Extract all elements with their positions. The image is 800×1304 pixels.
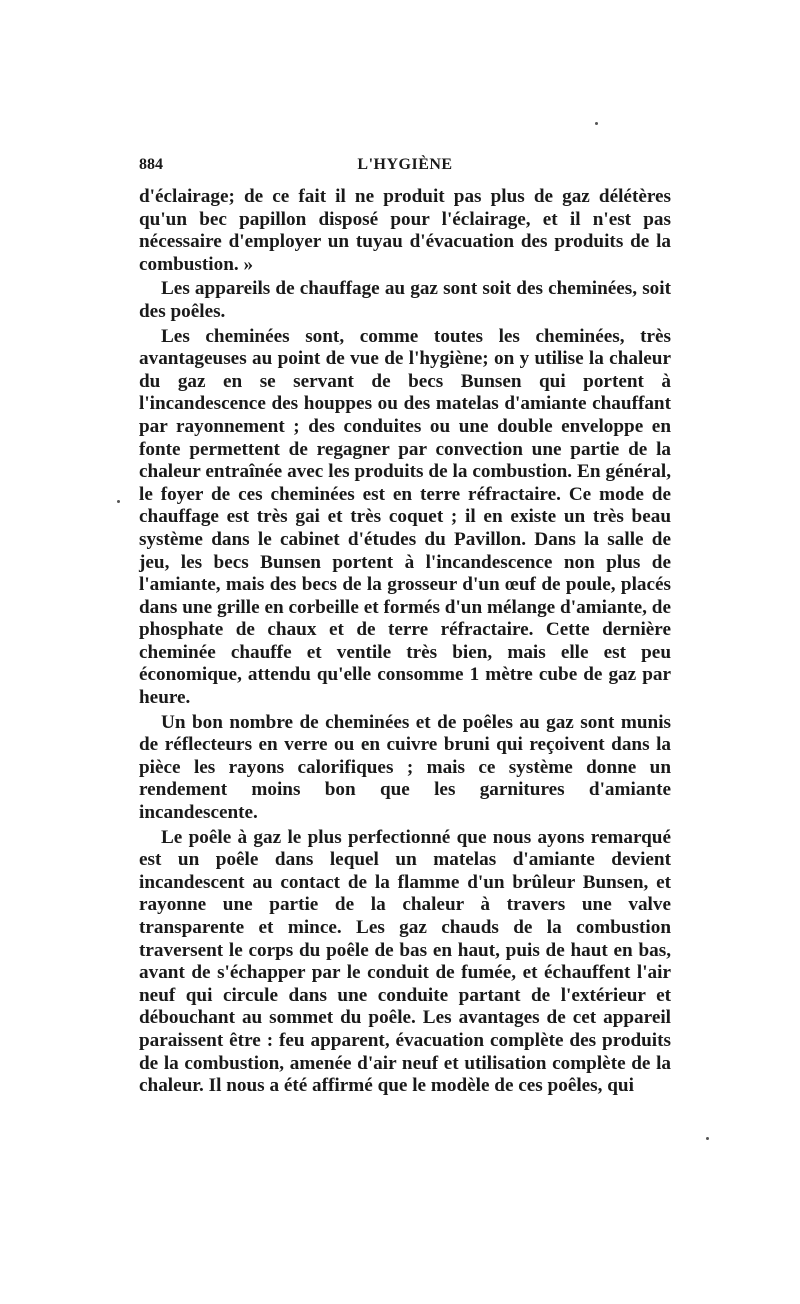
scan-speck (706, 1137, 709, 1140)
paragraph: Les cheminées sont, comme toutes les cheminées, très avantageuses au point de vue de l'hygiène; on y utilise la chaleur du gaz en se servant de becs Bunsen qui portent à l'incandescence des houppes ou des matelas d'amiante chauffant par rayonnement ; des conduites ou une double enveloppe en fonte permettent de regagner par convection une partie de la chaleur entraînée avec les produits de la combustion. En général, le foyer de ces cheminées est en terre réfractaire. Ce mode de chauffage est très gai et très coquet ; il en existe un très beau système dans le cabinet d'études du Pavillon. Dans la salle de jeu, les becs Bunsen portent à l'incandescence non plus de l'amiante, mais des becs de la grosseur d'un œuf de poule, placés dans une grille en corbeille et formés d'un mélange d'amiante, de phosphate de chaux et de terre réfractaire. Cette dernière cheminée chauffe et ventile très bien, mais elle est peu économique, attendu qu'elle consomme 1 mètre cube de gaz par heure. (139, 325, 671, 709)
paragraph: Un bon nombre de cheminées et de poêles au gaz sont munis de réflecteurs en verre ou en cuivre bruni qui reçoivent dans la pièce les rayons calorifiques ; mais ce système donne un rendement moins bon que les garnitures d'amiante incandescente. (139, 711, 671, 824)
body-text (139, 186, 671, 1100)
scan-speck (117, 500, 120, 503)
page-header (139, 156, 671, 180)
paragraph: Le poêle à gaz le plus perfectionné que nous ayons remarqué est un poêle dans lequel un matelas d'amiante devient incandescent au contact de la flamme d'un brûleur Bunsen, et rayonne une partie de la chaleur à travers une valve transparente et mince. Les gaz chauds de la combustion traversent le corps du poêle de bas en haut, puis de haut en bas, avant de s'échapper par le conduit de fumée, et échauffent l'air neuf qui circule dans une conduite partant de l'extérieur et débouchant au sommet du poêle. Les avantages de cet appareil paraissent être : feu apparent, évacuation complète des produits de la combustion, amenée d'air neuf et utilisation complète de la chaleur. Il nous a été affirmé que le modèle de ces poêles, qui (139, 826, 671, 1097)
paragraph: d'éclairage; de ce fait il ne produit pas plus de gaz délétères qu'un bec papillon disposé pour l'éclairage, et il n'est pas nécessaire d'employer un tuyau d'évacuation des produits de la combustion. » (139, 186, 671, 275)
page-number: 884 (139, 156, 163, 173)
scan-speck (595, 122, 598, 125)
paragraph: Les appareils de chauffage au gaz sont soit des cheminées, soit des poêles. (139, 278, 671, 322)
running-title: L'HYGIÈNE (357, 156, 453, 173)
